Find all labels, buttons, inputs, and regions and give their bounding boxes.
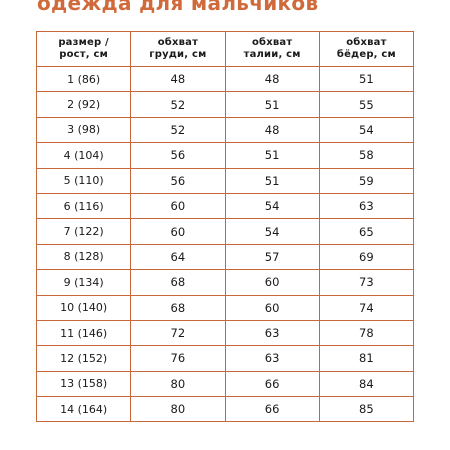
column-header-waist [225,32,319,67]
table-row [37,270,414,295]
cell-size: 10 (140) [37,295,131,320]
cell-waist: 51 [225,92,319,117]
cell-waist: 54 [225,219,319,244]
column-header-line: груди, см [149,49,207,60]
cell-waist: 60 [225,295,319,320]
cell-size: 1 (86) [37,67,131,92]
cell-hips: 84 [319,371,413,396]
cell-chest: 68 [131,295,225,320]
cell-hips: 59 [319,168,413,193]
cell-size: 4 (104) [37,143,131,168]
cell-size: 13 (158) [37,371,131,396]
cell-hips: 51 [319,67,413,92]
table-row [37,371,414,396]
page-title: одежда для мальчиков [37,0,319,15]
table-row [37,397,414,422]
cell-waist: 66 [225,397,319,422]
cell-waist: 57 [225,244,319,269]
cell-waist: 51 [225,168,319,193]
table-row [37,295,414,320]
cell-hips: 69 [319,244,413,269]
cell-waist: 48 [225,117,319,142]
column-header-line: талии, см [243,49,301,60]
cell-waist: 51 [225,143,319,168]
cell-waist: 48 [225,67,319,92]
table-row [37,320,414,345]
size-table [36,31,414,422]
cell-size: 7 (122) [37,219,131,244]
cell-chest: 60 [131,193,225,218]
table-row [37,346,414,371]
cell-chest: 60 [131,219,225,244]
cell-chest: 48 [131,67,225,92]
column-header-line: обхват [251,37,293,48]
table-row [37,117,414,142]
column-header-hips [319,32,413,67]
cell-waist: 60 [225,270,319,295]
cell-chest: 52 [131,92,225,117]
cell-size: 12 (152) [37,346,131,371]
table-row [37,143,414,168]
cell-size: 9 (134) [37,270,131,295]
cell-size: 8 (128) [37,244,131,269]
cell-hips: 85 [319,397,413,422]
cell-hips: 78 [319,320,413,345]
cell-hips: 74 [319,295,413,320]
cell-chest: 52 [131,117,225,142]
cell-chest: 80 [131,371,225,396]
table-body [37,67,414,422]
column-header-line: обхват [346,37,387,48]
cell-chest: 56 [131,168,225,193]
cell-hips: 55 [319,92,413,117]
cell-hips: 63 [319,193,413,218]
cell-size: 5 (110) [37,168,131,193]
cell-hips: 58 [319,143,413,168]
cell-size: 6 (116) [37,193,131,218]
cell-size: 14 (164) [37,397,131,422]
table-row [37,168,414,193]
table-row [37,67,414,92]
column-header-chest [131,32,225,67]
cell-hips: 81 [319,346,413,371]
column-header-line: рост, см [59,49,108,60]
cell-waist: 63 [225,346,319,371]
cell-size: 11 (146) [37,320,131,345]
table-header [37,32,414,67]
table-row [37,244,414,269]
column-header-size [37,32,131,67]
column-header-line: размер / [58,37,109,48]
cell-chest: 56 [131,143,225,168]
cell-chest: 68 [131,270,225,295]
cell-waist: 63 [225,320,319,345]
cell-hips: 73 [319,270,413,295]
cell-size: 2 (92) [37,92,131,117]
cell-hips: 65 [319,219,413,244]
cell-chest: 80 [131,397,225,422]
cell-waist: 54 [225,193,319,218]
column-header-line: бёдер, см [336,49,396,60]
table-row [37,92,414,117]
cell-chest: 72 [131,320,225,345]
header-row [37,32,414,67]
cell-chest: 76 [131,346,225,371]
cell-waist: 66 [225,371,319,396]
table-row [37,219,414,244]
cell-chest: 64 [131,244,225,269]
column-header-line: обхват [157,37,199,48]
cell-hips: 54 [319,117,413,142]
table-row [37,193,414,218]
cell-size: 3 (98) [37,117,131,142]
